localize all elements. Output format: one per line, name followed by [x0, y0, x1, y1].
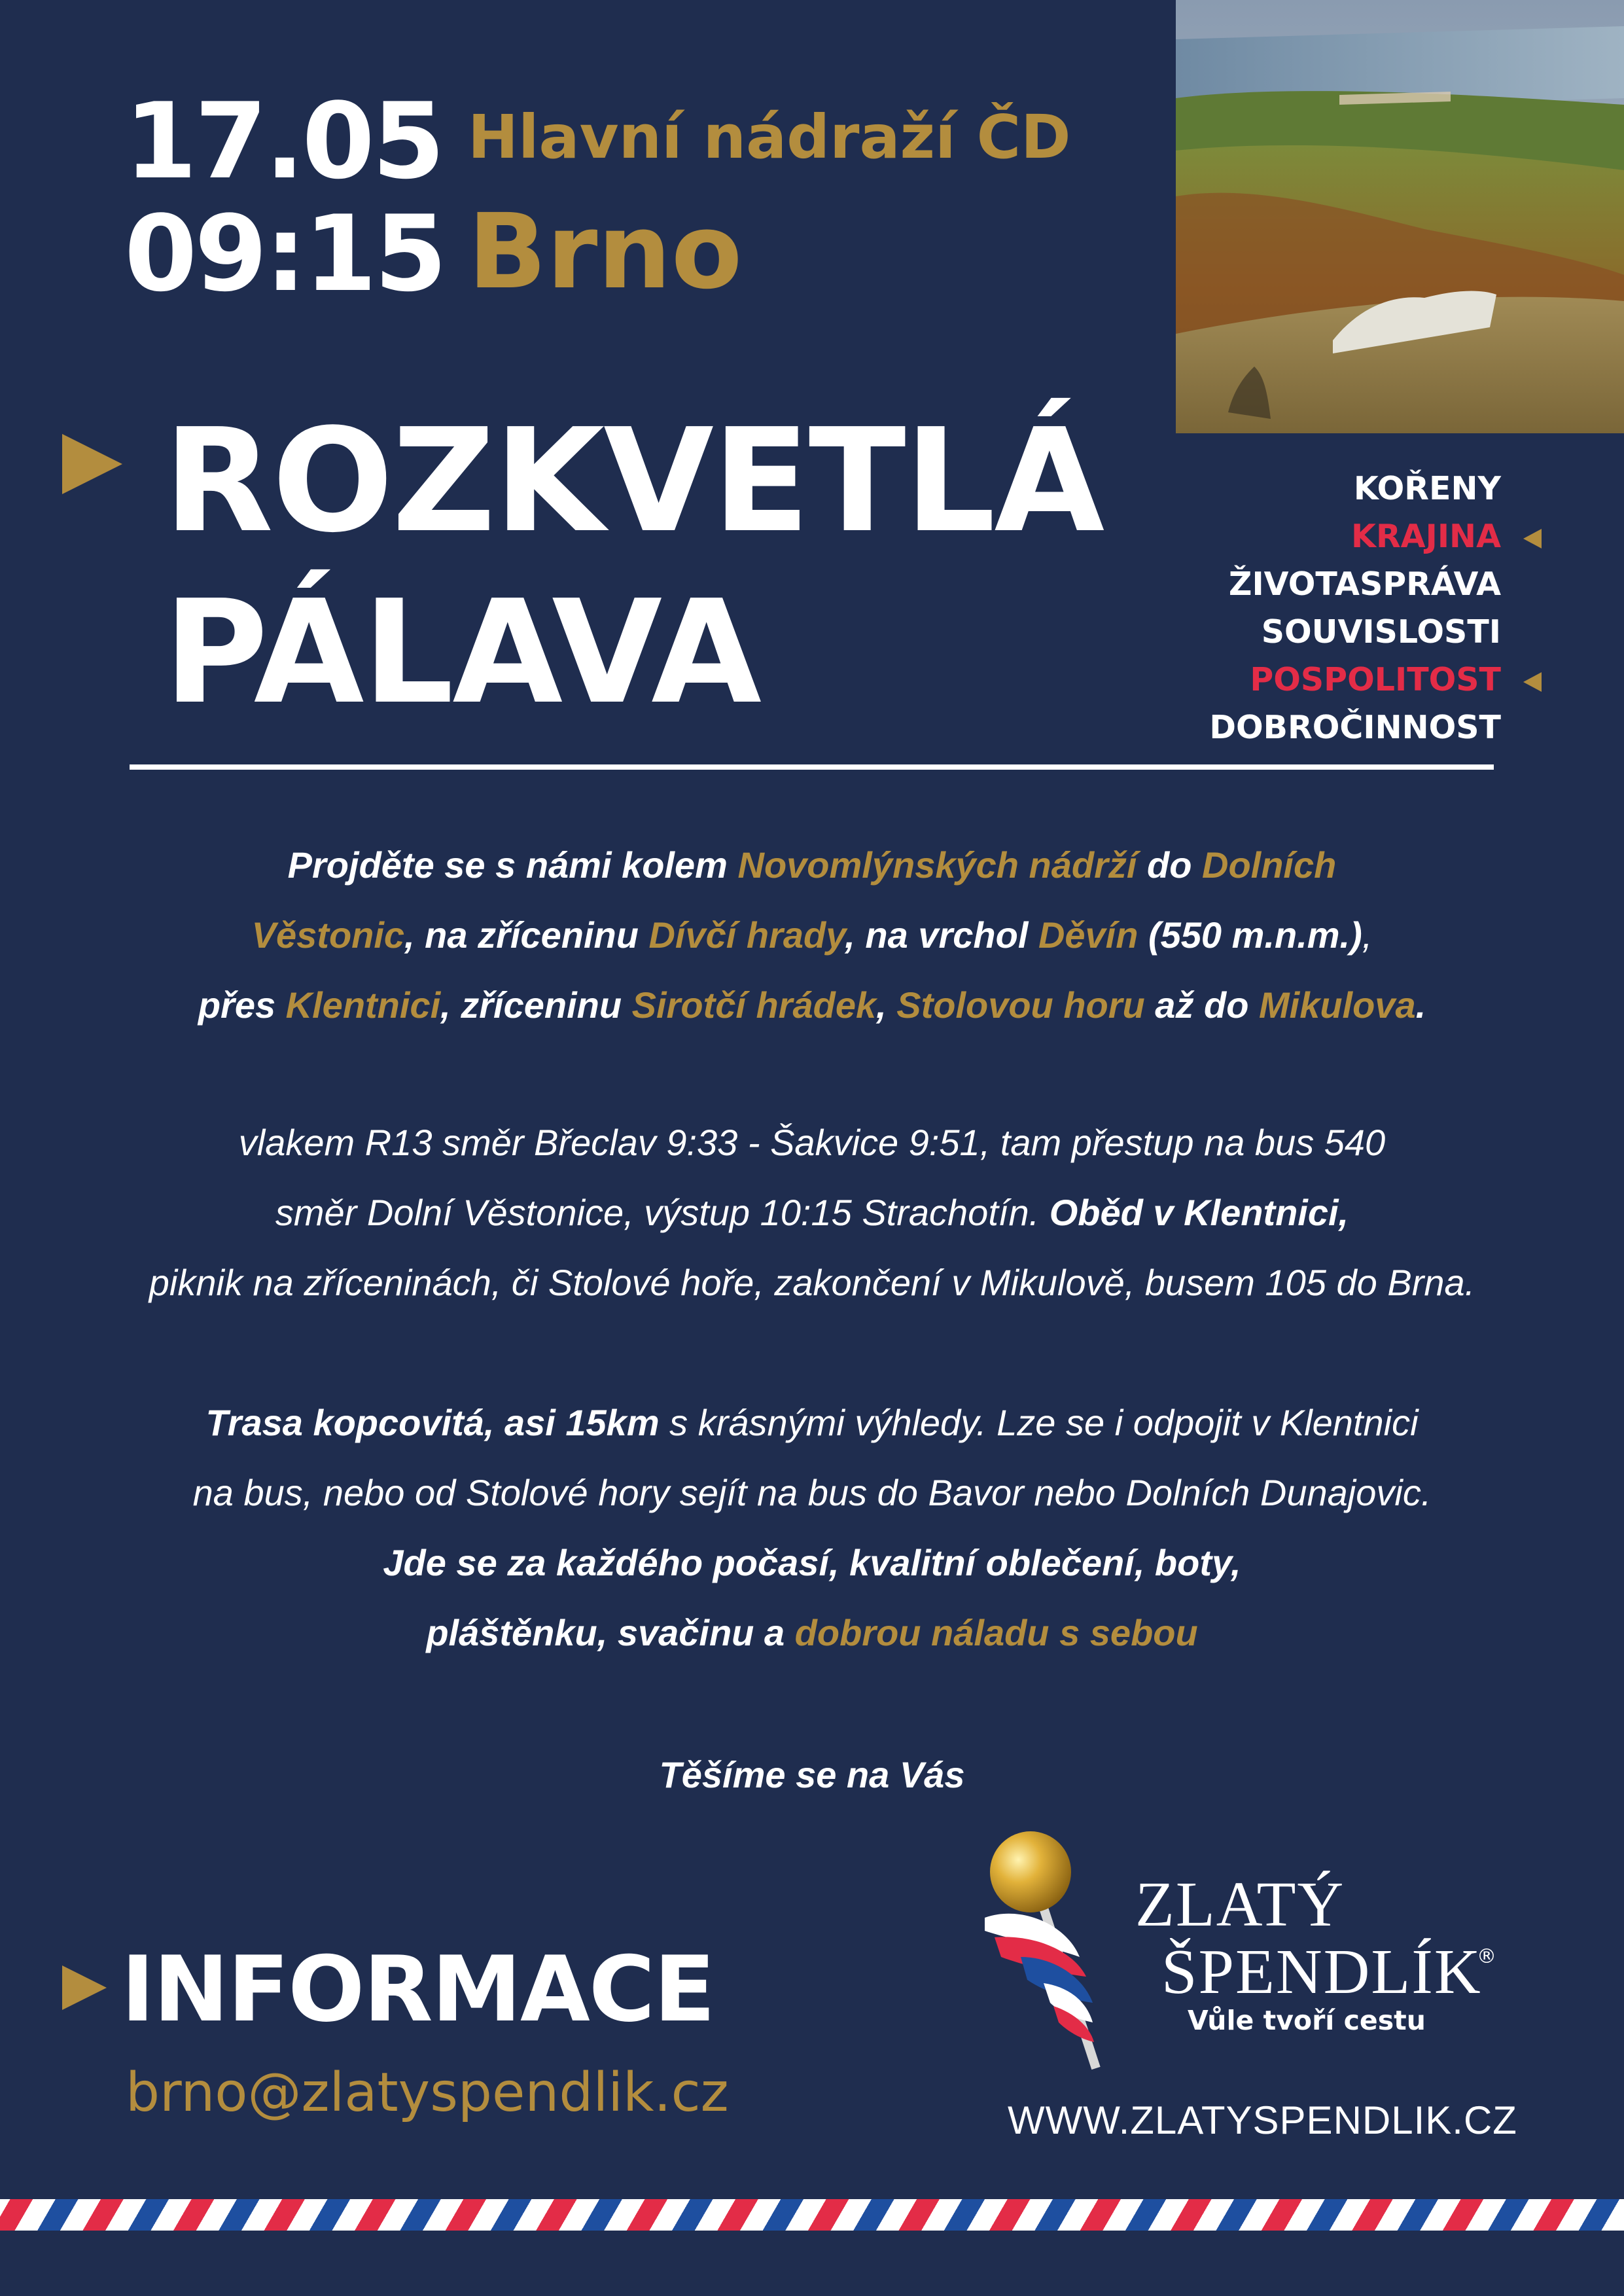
category-item: SOUVISLOSTI [1261, 613, 1501, 651]
category-item: POSPOLITOST [1209, 656, 1501, 704]
website-link[interactable]: WWW.ZLATYSPENDLIK.CZ [1008, 2098, 1517, 2142]
registered-mark: ® [1477, 1945, 1496, 1968]
contact-email[interactable]: brno@zlatyspendlik.cz [126, 2062, 729, 2124]
play-triangle-icon [62, 1965, 107, 2010]
category-item: ŽIVOTASPRÁVA [1228, 565, 1501, 603]
transport-info: vlakem R13 směr Břeclav 9:33 - Šakvice 9:51, tam přestup na bus 540 směr Dolní Věstonice, výstup 10:15 Strachotín. Oběd v Klentnici, piknik na zříceninách, či Stolové hoře, zakončení v Mikulově, busem 105 do Brna. [149, 1122, 1475, 1303]
closing-text: Těšíme se na Vás [659, 1754, 965, 1795]
brand-tagline: Vůle tvoří cestu [1188, 2005, 1426, 2036]
brand-name-line-1: ZLATÝ [1135, 1869, 1345, 1940]
title-line-1: ROZKVETLÁ [164, 399, 1104, 564]
meeting-city: Brno [468, 192, 743, 312]
left-triangle-icon [1523, 529, 1542, 548]
golden-pin-icon [981, 1826, 1132, 2075]
event-date-time [124, 80, 445, 315]
event-date: 17.05 [124, 80, 443, 202]
route-notes: Trasa kopcovitá, asi 15km s krásnými výhledy. Lze se i odpojit v Klentnici na bus, nebo od Stolové hory sejít na bus do Bavor nebo Dolních Dunajovic. Jde se za každého počasí, kvalitní oblečení, boty, pláštěnku, svačinu a dobrou náladu s sebou [192, 1402, 1432, 1653]
category-item: DOBROČINNOST [1209, 709, 1501, 746]
category-list [1209, 465, 1501, 751]
info-heading: INFORMACE [121, 1937, 715, 2042]
landscape-photo [1176, 0, 1624, 433]
event-time: 09:15 [124, 192, 445, 315]
tricolor-stripe [0, 2199, 1624, 2231]
title-line-2: PÁLAVA [164, 570, 760, 736]
meeting-place: Hlavní nádraží ČD [468, 102, 1071, 172]
brand-name-line-2: ŠPENDLÍK [1161, 1937, 1482, 2007]
category-item: KOŘENY [1353, 470, 1501, 507]
play-triangle-icon [62, 434, 122, 494]
route-description: Projděte se s námi kolem Novomlýnských nádrží do Dolních Věstonic, na zříceninu Dívčí hrady, na vrchol Děvín (550 m.n.m.), přes Klentnici, zříceninu Sirotčí hrádek, Stolovou horu až do Mikulova. [198, 844, 1426, 1026]
category-item: KRAJINA [1209, 512, 1501, 560]
left-triangle-icon [1523, 672, 1542, 692]
divider [130, 764, 1494, 770]
event-title [164, 396, 1103, 739]
